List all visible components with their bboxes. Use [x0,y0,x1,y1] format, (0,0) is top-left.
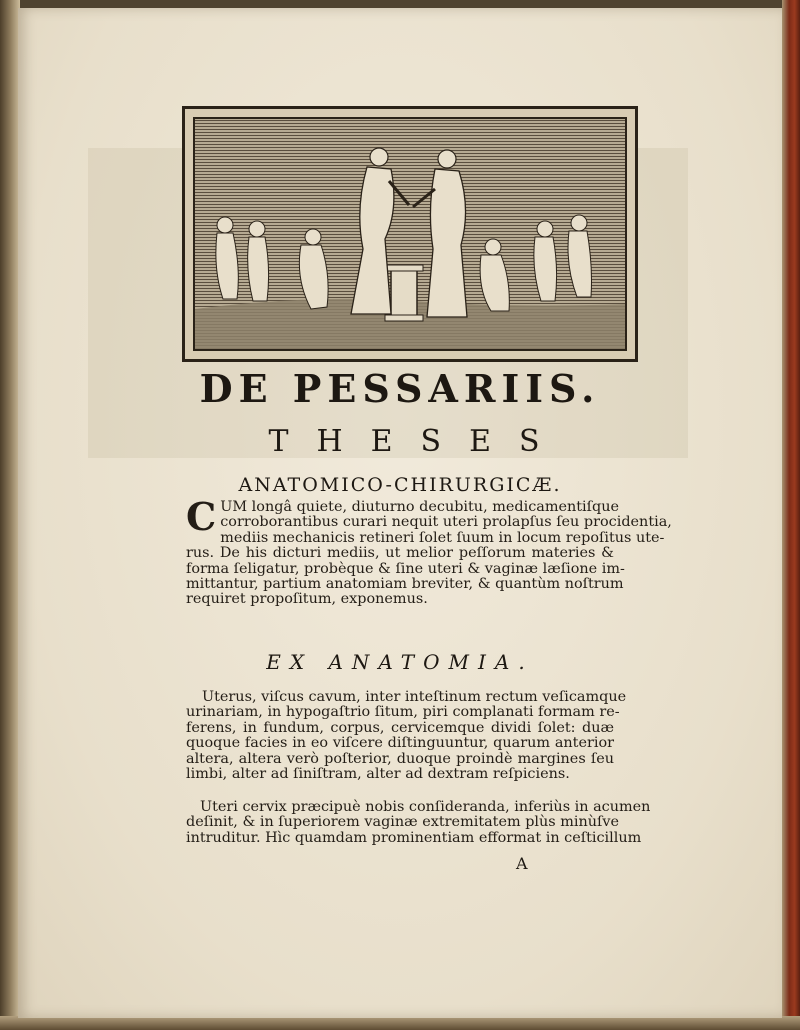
text-line: mittantur, partium anatomiam breviter, & quantùm noſtrum [186,576,624,593]
allegorical-scene-icon [195,119,627,351]
page-subtitle-anatomico: ANATOMICO-CHIRURGICÆ. [238,474,562,496]
page-subtitle: THESES [268,424,568,459]
anatomy-paragraph [186,689,627,783]
text-line: quoque facies in eo viſcere diſtinguuntur, quarum anterior [186,735,614,752]
text-line: requiret propoſitum, exponemus. [186,591,428,608]
text-line: intruditur. Hìc quamdam prominentiam efformat in ceſticillum [186,829,642,846]
text-line: Uteri cervix præcipuè nobis conſideranda, inferiùs in acumen [200,799,651,815]
text-line: limbi, alter ad ſiniſtram, alter ad dextram reſpiciens. [186,766,570,783]
book-edge-bottom [0,1016,800,1030]
vignette-illustration [193,117,627,351]
text-line: forma ſeligatur, probèque & ſine uteri & vaginæ læſione im- [186,560,625,577]
page-title: DE PESSARIIS. [199,366,601,411]
text-line: corroborantibus curari nequit uteri prolapſus ſeu procidentia, [220,514,672,531]
text-line: UM longâ quiete, diuturno decubitu, medicamentiſque [220,499,619,515]
text-line: ferens, in fundum, corpus, cervicemque dividi ſolet: duæ [186,719,614,736]
book-cover-edge-right [782,0,800,1030]
text-line: urinariam, in hypogaſtrio ſitum, piri complanati formam re- [186,704,620,721]
text-line: mediis mechanicis retineri ſolet ſuum in locum repoſitus ute- [220,529,665,546]
intro-paragraph [186,494,672,608]
text-line: altera, altera verò poſterior, duoque proindè margines ſeu [186,750,614,767]
drop-cap: C [186,494,217,539]
signature-mark: A [516,854,528,873]
woodcut-vignette [182,106,638,362]
cervix-paragraph [186,799,651,846]
text-line: Uterus, viſcus cavum, inter inteſtinum rectum veſicamque [202,689,627,705]
section-heading: EX ANATOMIA. [266,650,534,674]
text-line: rus. De his dicturi mediis, ut melior peſſorum materies & [186,545,614,562]
book-spine-left [0,0,20,1030]
text-line: deſinit, & in ſuperiorem vaginæ extremitatem plùs minùſve [186,814,620,831]
